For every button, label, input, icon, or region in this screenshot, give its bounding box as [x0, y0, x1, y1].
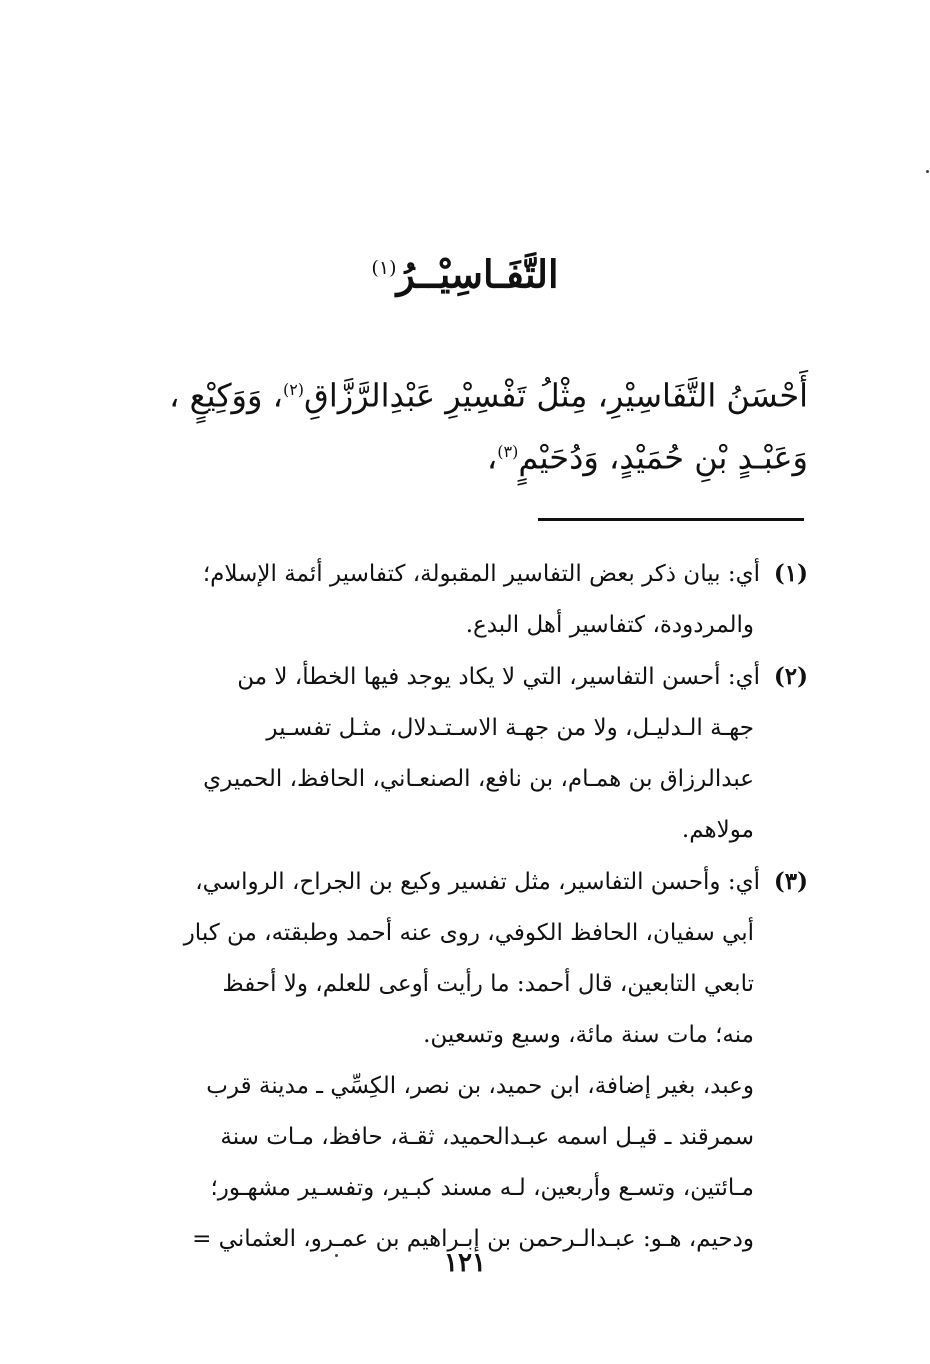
footnote-continuation-line: سمرقند ـ قيـل اسمه عبـدالحميد، ثقـة، حافظ، مـات سنة [220, 1124, 754, 1150]
footnotes [110, 548, 808, 1265]
title-text: التَّفَـاسِيْــرُ [396, 251, 559, 297]
footnote-number: (٢) [773, 663, 808, 690]
footnote-line [110, 856, 808, 908]
footnote-line: منه؛ مات سنة مائة، وسبع وتسعين. [423, 1022, 754, 1048]
footnote-continuation-line: مـائتين، وتسـع وأربعين، لـه مسند كبـير، وتفسـير مشهـور؛ [210, 1175, 754, 1201]
footnote-line: أبي سفيان، الحافظ الكوفي، روى عنه أحمد وطبقته، من كبار [183, 920, 754, 946]
footnote-line: عبدالرزاق بن همـام، بن نافع، الصنعـاني، الحافظ، الحميري [203, 766, 754, 792]
page-title [0, 238, 930, 305]
footnote-line [110, 651, 808, 703]
footnote-separator [538, 518, 804, 521]
footnote-ref-2: (٢) [282, 380, 305, 399]
footnote-line [110, 548, 808, 600]
main-line-1-end: ، وَوَكِيْعٍ ، [169, 376, 283, 415]
footnote-line: جهـة الـدليـل، ولا من جهـة الاسـتـدلال، مثـل تفسـير [266, 715, 754, 741]
scan-speck [926, 170, 929, 173]
footnote-text: أي: وأحسن التفاسير، مثل تفسير وكيع بن الجراح، الرواسي، [195, 869, 760, 895]
main-line-2-end: ، [486, 438, 498, 477]
footnote-line: تابعي التابعين، قال أحمد: ما رأيت أوعى للعلم، ولا أحفظ [222, 971, 754, 997]
title-footnote-ref: (١) [371, 257, 397, 279]
main-line-2-text: وَعَبْـدٍ بْنِ حُمَيْدٍ، وَدُحَيْمٍ [518, 438, 808, 477]
footnote-text: أي: بيان ذكر بعض التفاسير المقبولة، كتفاسير أئمة الإسلام؛ [202, 561, 760, 587]
footnote-number: (١) [773, 560, 808, 587]
main-line-1-text: أَحْسَنُ التَّفَاسِيْرِ، مِثْلُ تَفْسِيْرِ عَبْدِالرَّزَّاقِ [304, 376, 808, 415]
footnote-continuation-line: وعبد، بغير إضافة، ابن حميد، بن نصر، الكِسِّي ـ مدينة قرب [206, 1073, 754, 1099]
main-text [108, 362, 808, 485]
footnote-line: والمردودة، كتفاسير أهل البدع. [465, 612, 754, 638]
footnote-number: (٣) [773, 868, 808, 895]
footnote-1 [110, 548, 808, 651]
footnote-line: مولاهم. [681, 817, 754, 843]
footnote-continuation-line: ودحيم، هـو: عبـدالـرحمن بن إبـراهيم بن عمـرو، العثماني = [192, 1226, 754, 1252]
footnote-2 [110, 651, 808, 856]
main-line-1 [108, 362, 808, 424]
main-line-2 [108, 424, 808, 486]
footnote-3 [110, 856, 808, 1265]
footnote-ref-3: (٣) [497, 441, 519, 461]
footnote-text: أي: أحسن التفاسير، التي لا يكاد يوجد فيها الخطأ، لا من [237, 664, 760, 690]
page-number: ١٢١ [444, 1248, 486, 1278]
